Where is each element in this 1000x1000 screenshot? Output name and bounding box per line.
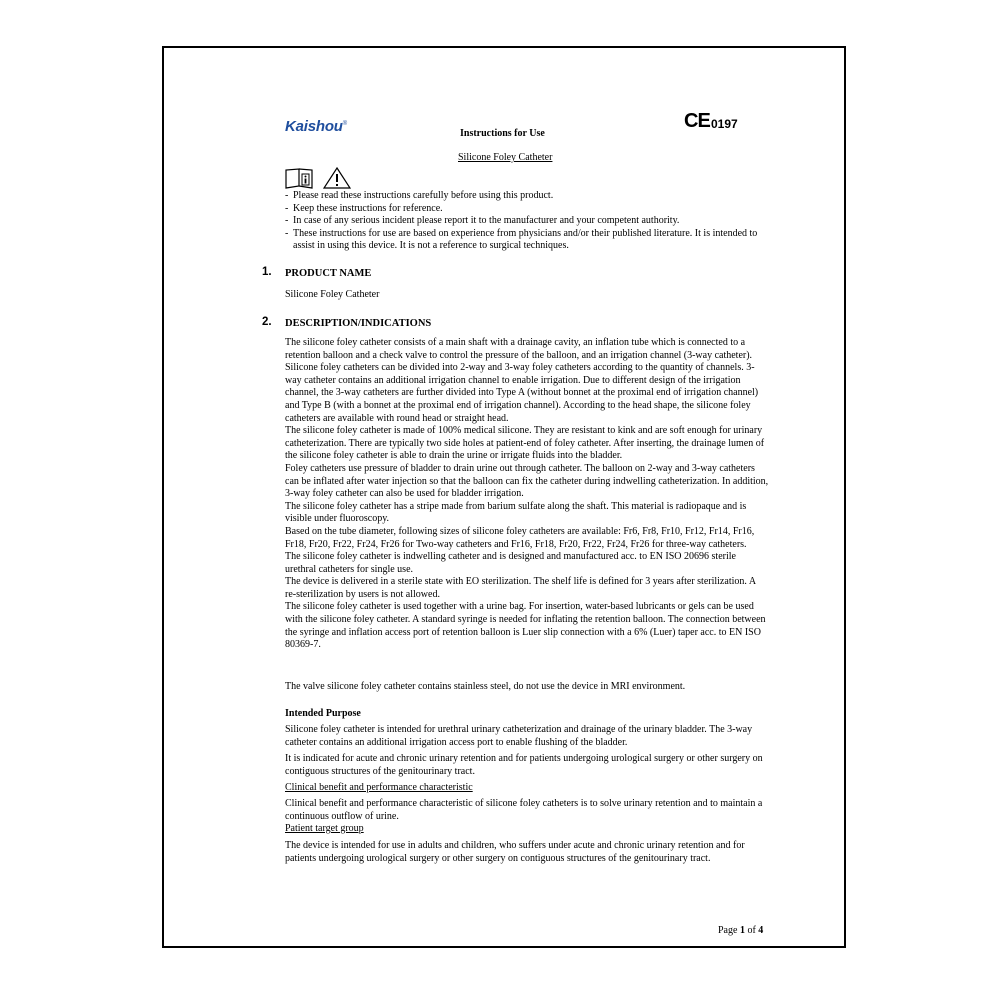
section-number-2: 2.	[262, 316, 272, 328]
clinical-benefit-heading: Clinical benefit and performance characteristic	[285, 782, 473, 793]
document-type-heading: Instructions for Use	[460, 128, 545, 139]
description-paragraph: Foley catheters use pressure of bladder to drain urine out through catheter. The balloon on 2-way and 3-way catheters can be inflated after water injection so that the balloon can fix the catheter during indwelling catheterization. In addition, 3-way foley catheter can also be used for bladder irrigation.	[285, 462, 769, 500]
bullet-item: - Keep these instructions for reference.	[285, 202, 443, 214]
description-paragraph: The silicone foley catheter is indwelling catheter and is designed and manufactured acc. to EN ISO 20696 sterile urethral catheters for single use.	[285, 551, 736, 575]
ce-mark-icon: CE	[684, 110, 710, 132]
description-paragraph: The device is delivered in a sterile state with EO sterilization. The shelf life is defined for 3 years after sterilization. A re-sterilization by users is not allowed.	[285, 576, 756, 600]
mri-warning: The valve silicone foley catheter contains stainless steel, do not use the device in MRI environment.	[285, 681, 686, 692]
section-number-1: 1.	[262, 266, 272, 278]
notified-body-number: 0197	[711, 117, 738, 131]
bullet-item: - Please read these instructions carefully before using this product.	[285, 190, 554, 201]
intro-bullet-list	[285, 190, 769, 253]
product-name-value: Silicone Foley Catheter	[285, 289, 380, 300]
description-body	[285, 337, 769, 652]
section-title-product-name: PRODUCT NAME	[285, 268, 372, 279]
description-paragraph: The silicone foley catheter is used together with a urine bag. For insertion, water-based lubricants or gels can be used with the silicone foley catheter. A standard syringe is needed for inflating the retention balloon. The connection between the syringe and inflation access port of retention balloon is Luer slip connection with a 6% (Luer) taper acc. to EN ISO 80369-7.	[285, 601, 766, 651]
description-paragraph: The silicone foley catheter has a stripe made from barium sulfate along the shaft. This material is radiopaque and is visible under fluoroscopy.	[285, 500, 747, 525]
description-paragraph: The silicone foley catheter is made of 100% medical silicone. They are resistant to kink and are soft enough for urinary catheterization. There are typically two side holes at patient-end of foley catheter. After inserting, the drainage lumen of the silicone foley catheter is able to drain the urine or irrigate fluids into the bladder.	[285, 425, 765, 462]
intended-purpose-paragraph: Silicone foley catheter is intended for urethral urinary catheterization and drainage of the urinary bladder. The 3-way catheter contains an additional irrigation access port to enable flushing of the bladder.	[285, 724, 753, 748]
symbol-row	[285, 167, 351, 189]
consult-instructions-icon	[285, 167, 315, 189]
section-title-description: DESCRIPTION/INDICATIONS	[285, 318, 432, 329]
indication-paragraph: It is indicated for acute and chronic urinary retention and for patients undergoing urological surgery or other surgery on contiguous structures of the genitourinary tract.	[285, 753, 763, 777]
description-paragraph: The silicone foley catheter consists of a main shaft with a drainage cavity, an inflation tube which is connected to a retention balloon and a check valve to control the pressure of the balloon, and an irrigation channel (3-way catheter).	[285, 337, 753, 361]
bullet-item: - These instructions for use are based on experience from physicians and/or their published literature. It is intended to assist in using this device. It is not a reference to surgical techniques.	[285, 227, 758, 252]
product-title: Silicone Foley Catheter	[458, 152, 553, 163]
patient-target-group-heading: Patient target group	[285, 823, 364, 834]
intended-purpose-heading: Intended Purpose	[285, 708, 361, 719]
bullet-item: - In case of any serious incident please report it to the manufacturer and your competent authority.	[285, 215, 680, 227]
description-paragraph: Silicone foley catheters can be divided into 2-way and 3-way foley catheters according to the quantity of channels. 3-way catheter contains an additional irrigation channel to enable irrigation. Due to different design of the irrigation channel, the 3-way catheters are further divided into Type A (without bonnet at the proximal end of irrigation channel) and Type B (with a bonnet at the proximal end of irrigation channel). According to the head shape, the silicone foley catheters are available with round head or straight head.	[285, 362, 759, 424]
page-number: Page 1 of 4	[718, 925, 764, 936]
clinical-benefit-text: Clinical benefit and performance characteristic of silicone foley catheters is to solve urinary retention and to maintain a continuous outflow of urine.	[285, 798, 763, 822]
caution-warning-icon	[323, 167, 351, 189]
patient-target-group-text: The device is intended for use in adults and children, who suffers under acute and chronic urinary retention and for patients undergoing urological surgery or other surgery on contiguous structures of the genitourinary tract.	[285, 840, 745, 864]
description-paragraph: Based on the tube diameter, following sizes of silicone foley catheters are available: Fr6, Fr8, Fr10, Fr12, Fr14, Fr16, Fr18, Fr20, Fr22, Fr24, Fr26 for Two-way catheters and Fr16, Fr18, Fr20, Fr22, Fr24, Fr26 for three-way catheters.	[285, 525, 755, 550]
kaishou-logo: Kaishou®	[285, 118, 348, 135]
